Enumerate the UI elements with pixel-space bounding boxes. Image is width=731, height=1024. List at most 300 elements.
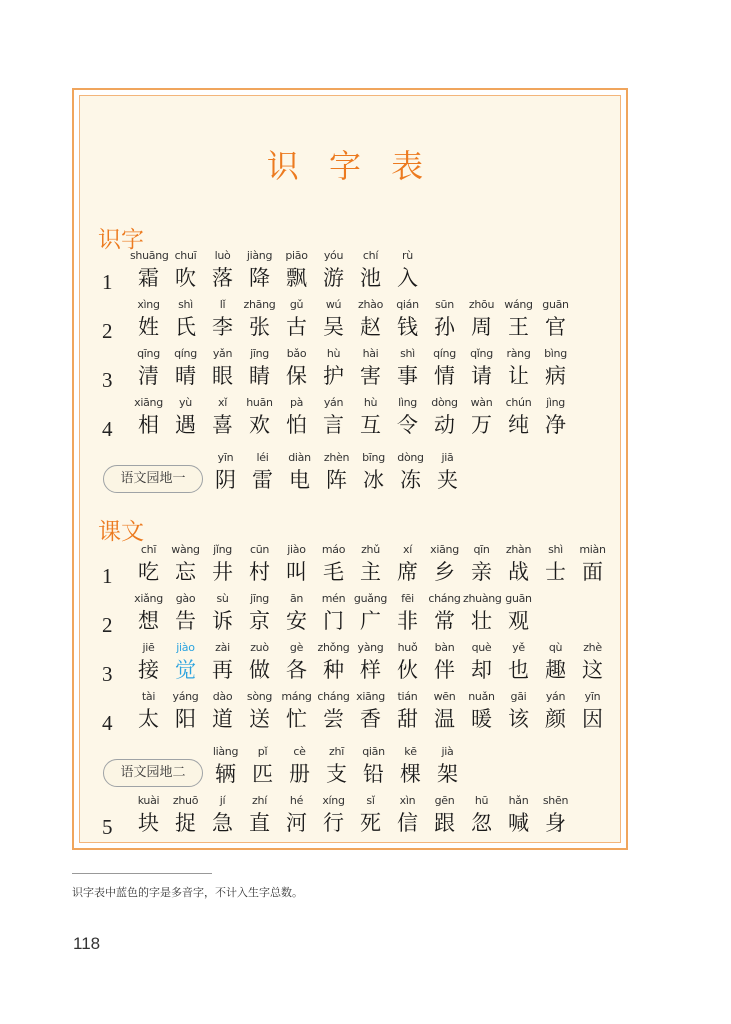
hanzi: 令 [397, 413, 418, 437]
character-cell [130, 591, 167, 635]
pinyin: jīng [250, 592, 269, 605]
pinyin: hé [289, 794, 304, 807]
pinyin: dào [212, 690, 233, 703]
character-cell [315, 591, 352, 635]
hanzi: 该 [508, 707, 529, 731]
pinyin: wàn [470, 396, 493, 409]
pinyin: shì [400, 347, 415, 360]
pinyin: lìng [398, 396, 417, 409]
unit-badge: 语文园地二 [103, 759, 203, 787]
hanzi: 飘 [286, 266, 307, 290]
pinyin: diàn [288, 451, 311, 464]
character-row [80, 744, 626, 790]
character-cell [463, 346, 500, 390]
character-cell [389, 297, 426, 341]
pinyin: wáng [504, 298, 533, 311]
character-cell [352, 793, 389, 837]
hanzi: 氏 [175, 315, 196, 339]
pinyin: zhǔ [361, 543, 380, 556]
character-cell [130, 346, 167, 390]
hanzi: 种 [323, 658, 344, 682]
lesson-number: 5 [102, 815, 113, 839]
character-cell [500, 395, 537, 439]
pinyin: hù [326, 347, 341, 360]
hanzi: 村 [249, 560, 270, 584]
hanzi: 事 [397, 364, 418, 388]
pinyin: chuī [174, 249, 197, 262]
pinyin: zuò [250, 641, 269, 654]
pinyin: qǐng [470, 347, 493, 360]
pinyin: xǐ [218, 396, 227, 409]
character-table-frame [72, 88, 628, 850]
hanzi: 忽 [471, 811, 492, 835]
character-cell [463, 395, 500, 439]
character-cell [537, 395, 574, 439]
character-row [80, 297, 626, 343]
pinyin: hù [363, 396, 378, 409]
hanzi: 河 [286, 811, 307, 835]
character-cell [278, 640, 315, 684]
pinyin: yīn [217, 451, 234, 464]
pinyin: zhāng [243, 298, 276, 311]
hanzi: 吃 [138, 560, 159, 584]
hanzi: 甜 [397, 707, 418, 731]
pinyin: zhī [329, 745, 344, 758]
hanzi: 急 [212, 811, 233, 835]
character-cell [315, 297, 352, 341]
pinyin: jìng [546, 396, 565, 409]
hanzi: 死 [360, 811, 381, 835]
lesson-number: 4 [102, 417, 113, 441]
pinyin: ràng [506, 347, 531, 360]
hanzi: 战 [508, 560, 529, 584]
character-row [80, 248, 626, 294]
character-cell [500, 542, 537, 586]
pinyin: cháng [317, 690, 350, 703]
pinyin: bǎo [286, 347, 307, 360]
character-cell [241, 395, 278, 439]
pinyin: wēn [433, 690, 456, 703]
hanzi: 睛 [249, 364, 270, 388]
character-cell [204, 793, 241, 837]
character-cell [278, 395, 315, 439]
hanzi: 张 [249, 315, 270, 339]
hanzi: 冻 [400, 468, 421, 492]
pinyin: ān [289, 592, 304, 605]
hanzi: 请 [471, 364, 492, 388]
pinyin: léi [256, 451, 269, 464]
pinyin: máo [321, 543, 346, 556]
pinyin: cháng [428, 592, 461, 605]
hanzi: 害 [360, 364, 381, 388]
hanzi: 支 [326, 762, 347, 786]
lesson-number: 1 [102, 564, 113, 588]
pinyin: xiāng [430, 543, 459, 556]
character-cell [429, 450, 466, 494]
character-cell [167, 793, 204, 837]
character-cell [130, 689, 167, 733]
hanzi: 欢 [249, 413, 270, 437]
character-cell [278, 248, 315, 292]
character-cell [241, 542, 278, 586]
pinyin: zhuō [172, 794, 199, 807]
character-cell [315, 689, 352, 733]
pinyin: máng [281, 690, 312, 703]
pinyin: qù [548, 641, 563, 654]
character-row [80, 689, 626, 735]
pinyin: jiào [176, 641, 195, 654]
pinyin: xìn [399, 794, 416, 807]
pinyin: kuài [137, 794, 160, 807]
hanzi: 诉 [212, 609, 233, 633]
character-cell [500, 591, 537, 635]
lesson-number: 1 [102, 270, 113, 294]
pinyin: qíng [433, 347, 456, 360]
hanzi: 雷 [252, 468, 273, 492]
hanzi: 钱 [397, 315, 418, 339]
hanzi: 门 [323, 609, 344, 633]
hanzi: 遇 [175, 413, 196, 437]
hanzi: 姓 [138, 315, 159, 339]
pinyin: zhuàng [463, 592, 502, 605]
hanzi: 常 [434, 609, 455, 633]
character-cell [241, 793, 278, 837]
pinyin: cūn [249, 543, 270, 556]
hanzi: 观 [508, 609, 529, 633]
character-cell [426, 395, 463, 439]
lesson-number: 3 [102, 368, 113, 392]
character-cell [204, 591, 241, 635]
pinyin: qiān [362, 745, 385, 758]
character-cell [429, 744, 466, 788]
pinyin: zhè [583, 641, 602, 654]
hanzi: 主 [360, 560, 381, 584]
hanzi: 做 [249, 658, 270, 682]
hanzi: 也 [508, 658, 529, 682]
character-cell [204, 395, 241, 439]
character-cell [500, 297, 537, 341]
character-cell [241, 591, 278, 635]
hanzi: 井 [212, 560, 233, 584]
character-cell [204, 248, 241, 292]
lesson-number: 4 [102, 711, 113, 735]
hanzi: 清 [138, 364, 159, 388]
pinyin: gào [175, 592, 196, 605]
pinyin: gēn [434, 794, 455, 807]
character-row [80, 346, 626, 392]
footnote: 识字表中蓝色的字是多音字，不计入生字总数。 [72, 886, 303, 899]
character-cell [389, 542, 426, 586]
pinyin: hǎn [508, 794, 529, 807]
pinyin: shēn [542, 794, 569, 807]
hanzi: 太 [138, 707, 159, 731]
character-row [80, 591, 626, 637]
hanzi: 棵 [400, 762, 421, 786]
pinyin: huān [246, 396, 273, 409]
unit-badge: 语文园地一 [103, 465, 203, 493]
character-cell [537, 346, 574, 390]
character-cell [204, 346, 241, 390]
character-cell [352, 297, 389, 341]
hanzi: 广 [360, 609, 381, 633]
page-number: 118 [73, 934, 101, 953]
pinyin: xiāng [134, 396, 163, 409]
hanzi: 万 [471, 413, 492, 437]
character-cell [315, 395, 352, 439]
character-cell [352, 689, 389, 733]
character-cell [500, 640, 537, 684]
character-table-panel [79, 95, 621, 843]
character-cell [463, 793, 500, 837]
character-cell [389, 346, 426, 390]
hanzi: 亲 [471, 560, 492, 584]
hanzi: 块 [138, 811, 159, 835]
hanzi: 告 [175, 609, 196, 633]
pinyin: rù [402, 249, 413, 262]
hanzi: 落 [212, 266, 233, 290]
hanzi: 想 [138, 609, 159, 633]
hanzi: 李 [212, 315, 233, 339]
character-cell [278, 591, 315, 635]
pinyin: yán [323, 396, 344, 409]
hanzi: 古 [286, 315, 307, 339]
character-cell [241, 640, 278, 684]
hanzi: 入 [397, 266, 418, 290]
page-title: 识 字 表 [266, 147, 434, 185]
pinyin: wú [325, 298, 342, 311]
pinyin: què [471, 641, 492, 654]
character-cell [167, 542, 204, 586]
hanzi: 电 [289, 468, 310, 492]
character-cell [167, 346, 204, 390]
pinyin: shì [548, 543, 563, 556]
pinyin: bīng [362, 451, 385, 464]
character-cell [278, 297, 315, 341]
character-cell [426, 640, 463, 684]
pinyin: fēi [401, 592, 414, 605]
pinyin: xí [403, 543, 412, 556]
character-cell [500, 793, 537, 837]
hanzi: 身 [545, 811, 566, 835]
character-cell [278, 689, 315, 733]
pinyin: shuāng [130, 249, 169, 262]
hanzi: 动 [434, 413, 455, 437]
hanzi: 喜 [212, 413, 233, 437]
pinyin: zhèn [323, 451, 350, 464]
character-cell [574, 640, 611, 684]
pinyin: jiào [287, 543, 306, 556]
hanzi: 冰 [363, 468, 384, 492]
pinyin: lǐ [219, 298, 226, 311]
hanzi: 席 [397, 560, 418, 584]
section-heading: 识字 [98, 227, 144, 253]
pinyin: sǐ [366, 794, 375, 807]
character-cell [389, 640, 426, 684]
character-cell [167, 640, 204, 684]
character-cell [204, 640, 241, 684]
character-cell [167, 591, 204, 635]
character-cell [281, 450, 318, 494]
hanzi: 病 [545, 364, 566, 388]
character-row [80, 640, 626, 686]
character-cell [389, 248, 426, 292]
hanzi: 却 [471, 658, 492, 682]
hanzi: 喊 [508, 811, 529, 835]
character-cell [463, 640, 500, 684]
character-cell [244, 744, 281, 788]
hanzi: 送 [249, 707, 270, 731]
pinyin: zhàn [505, 543, 532, 556]
pinyin: jiàng [246, 249, 273, 262]
character-cell [315, 793, 352, 837]
hanzi: 非 [397, 609, 418, 633]
hanzi: 颜 [545, 707, 566, 731]
character-cell [204, 542, 241, 586]
lesson-number: 2 [102, 319, 113, 343]
hanzi: 因 [582, 707, 603, 731]
character-cell [281, 744, 318, 788]
character-cell [167, 689, 204, 733]
character-cell [426, 542, 463, 586]
pinyin: guān [542, 298, 569, 311]
character-cell [315, 640, 352, 684]
character-cell [537, 542, 574, 586]
character-cell [315, 542, 352, 586]
hanzi: 毛 [323, 560, 344, 584]
character-cell [278, 542, 315, 586]
pinyin: qīng [137, 347, 160, 360]
character-cell [318, 744, 355, 788]
character-cell [537, 640, 574, 684]
hanzi: 各 [286, 658, 307, 682]
pinyin: zhōu [468, 298, 495, 311]
character-cell [315, 248, 352, 292]
character-cell [352, 640, 389, 684]
character-cell [537, 297, 574, 341]
pinyin: yě [512, 641, 525, 654]
hanzi: 这 [582, 658, 603, 682]
hanzi: 直 [249, 811, 270, 835]
pinyin: xíng [322, 794, 345, 807]
hanzi: 架 [437, 762, 458, 786]
character-cell [426, 297, 463, 341]
character-cell [130, 793, 167, 837]
character-cell [389, 591, 426, 635]
pinyin: dòng [397, 451, 424, 464]
hanzi: 阴 [215, 468, 236, 492]
pinyin: jiē [142, 641, 155, 654]
character-cell [500, 346, 537, 390]
pinyin: guǎng [353, 592, 388, 605]
hanzi: 霜 [138, 266, 159, 290]
pinyin: xìng [137, 298, 160, 311]
pinyin: shì [178, 298, 193, 311]
hanzi: 觉 [175, 658, 196, 682]
pinyin: jí [219, 794, 226, 807]
hanzi: 吴 [323, 315, 344, 339]
hanzi: 匹 [252, 762, 273, 786]
pinyin: piāo [285, 249, 308, 262]
character-cell [463, 689, 500, 733]
pinyin: gè [289, 641, 304, 654]
character-cell [574, 689, 611, 733]
pinyin: yù [179, 396, 192, 409]
pinyin: tián [397, 690, 418, 703]
hanzi: 乡 [434, 560, 455, 584]
pinyin: xiǎng [134, 592, 163, 605]
hanzi: 士 [545, 560, 566, 584]
character-cell [392, 744, 429, 788]
character-cell [392, 450, 429, 494]
lesson-number: 2 [102, 613, 113, 637]
hanzi: 伙 [397, 658, 418, 682]
pinyin: zhǒng [317, 641, 350, 654]
pinyin: guān [505, 592, 532, 605]
character-cell [426, 591, 463, 635]
hanzi: 样 [360, 658, 381, 682]
pinyin: jīng [250, 347, 269, 360]
character-row [80, 542, 626, 588]
pinyin: qīn [473, 543, 490, 556]
hanzi: 阵 [326, 468, 347, 492]
hanzi: 忘 [175, 560, 196, 584]
hanzi: 言 [323, 413, 344, 437]
hanzi: 让 [508, 364, 529, 388]
hanzi: 情 [434, 364, 455, 388]
character-cell [318, 450, 355, 494]
hanzi: 道 [212, 707, 233, 731]
hanzi: 周 [471, 315, 492, 339]
hanzi: 香 [360, 707, 381, 731]
hanzi: 游 [323, 266, 344, 290]
hanzi: 册 [289, 762, 310, 786]
footnote-divider [72, 873, 212, 874]
pinyin: pà [289, 396, 304, 409]
pinyin: gǔ [289, 298, 304, 311]
pinyin: zhí [252, 794, 267, 807]
character-cell [389, 689, 426, 733]
character-row [80, 395, 626, 441]
pinyin: jǐng [213, 543, 232, 556]
character-row [80, 793, 626, 839]
pinyin: liàng [212, 745, 239, 758]
section-heading: 课文 [98, 519, 144, 545]
character-cell [574, 542, 611, 586]
hanzi: 护 [323, 364, 344, 388]
pinyin: bìng [544, 347, 567, 360]
hanzi: 暖 [471, 707, 492, 731]
character-cell [426, 689, 463, 733]
hanzi: 信 [397, 811, 418, 835]
hanzi: 阳 [175, 707, 196, 731]
hanzi: 辆 [215, 762, 236, 786]
pinyin: sù [216, 592, 229, 605]
character-cell [352, 248, 389, 292]
character-cell [130, 248, 167, 292]
hanzi: 铅 [363, 762, 384, 786]
hanzi: 温 [434, 707, 455, 731]
pinyin: sūn [435, 298, 454, 311]
pinyin: yán [545, 690, 566, 703]
hanzi: 孙 [434, 315, 455, 339]
pinyin: qián [396, 298, 419, 311]
character-cell [207, 450, 244, 494]
lesson-number: 3 [102, 662, 113, 686]
character-cell [204, 297, 241, 341]
character-cell [537, 689, 574, 733]
hanzi: 伴 [434, 658, 455, 682]
character-cell [352, 395, 389, 439]
